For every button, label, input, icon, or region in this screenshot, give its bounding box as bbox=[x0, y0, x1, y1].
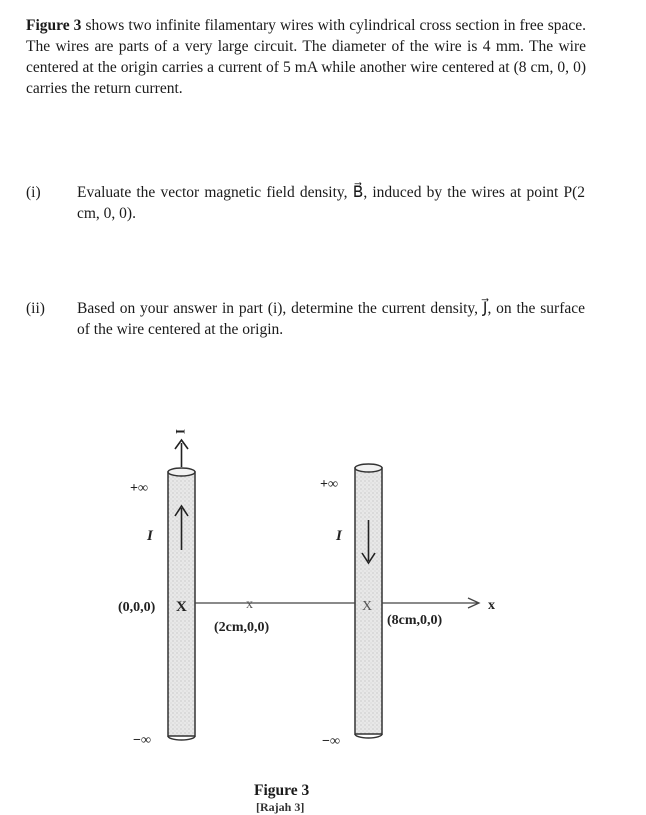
figure-reference: Figure 3 bbox=[26, 17, 82, 34]
right-wire-mark: X bbox=[362, 599, 373, 614]
x-axis-label: x bbox=[488, 598, 495, 613]
figure-caption-secondary: [Rajah 3] bbox=[256, 800, 305, 814]
current-arrow-top bbox=[175, 440, 188, 467]
right-plus-infinity: +∞ bbox=[320, 477, 338, 492]
origin-mark: X bbox=[176, 599, 187, 615]
question-number: (ii) bbox=[26, 300, 45, 317]
question-number: (i) bbox=[26, 184, 41, 201]
right-current-label: I bbox=[336, 528, 342, 544]
left-minus-infinity: −∞ bbox=[133, 733, 151, 748]
right-wire-position-label: (8cm,0,0) bbox=[387, 613, 443, 628]
left-current-label: I bbox=[147, 528, 153, 544]
point-p-mark: x bbox=[246, 597, 253, 612]
x-axis bbox=[195, 598, 479, 608]
figure-caption: Figure 3 bbox=[254, 782, 310, 799]
question-text: Based on your answer in part (i), determine the current density, J⃗, on the surface of the wire centered at the origin. bbox=[77, 300, 585, 338]
top-arrow-label: I bbox=[173, 429, 188, 435]
left-plus-infinity: +∞ bbox=[130, 481, 148, 496]
point-p-label: (2cm,0,0) bbox=[214, 620, 270, 635]
intro-text: shows two infinite filamentary wires with cylindrical cross section in free space. The wires are parts of a very large circuit. The diameter of the wire is 4 mm. The wire centered at the origin carries a current of 5 mA while another wire centered at (8 cm, 0, 0) carries the return current. bbox=[26, 17, 586, 97]
right-minus-infinity: −∞ bbox=[322, 734, 340, 749]
question-text: Evaluate the vector magnetic field density, B⃗, induced by the wires at point P(2 cm, 0, 0). bbox=[77, 184, 585, 222]
origin-label: (0,0,0) bbox=[118, 600, 156, 615]
